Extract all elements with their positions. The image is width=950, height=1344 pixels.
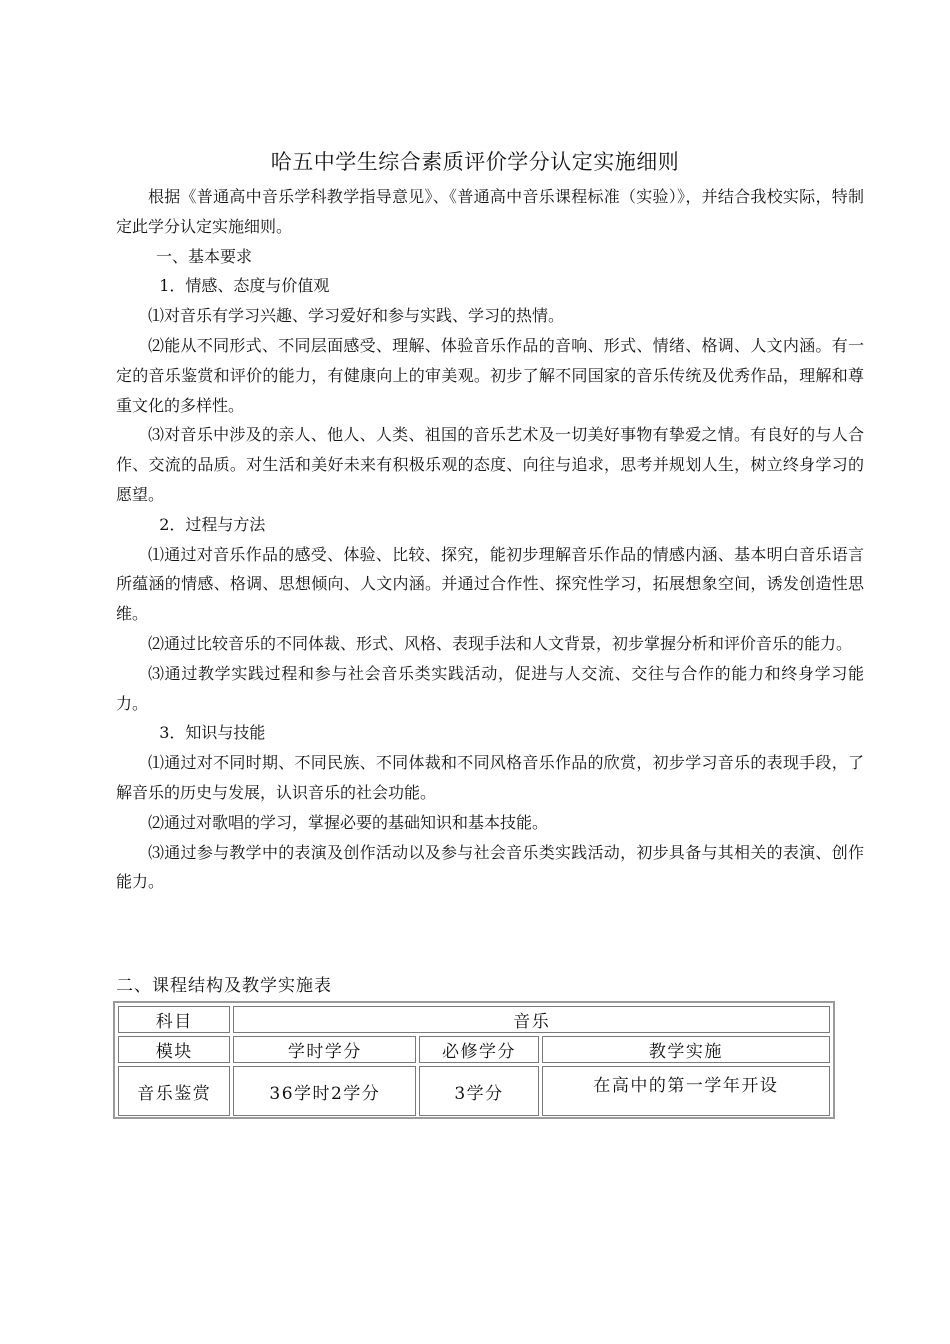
- page-title: 哈五中学生综合素质评价学分认定实施细则: [270, 150, 680, 174]
- subsection-heading-process: 2．过程与方法: [159, 514, 266, 534]
- subsection-heading-emotion: 1．情感、态度与价值观: [159, 276, 330, 296]
- table-header-cell: 学时学分: [233, 1036, 416, 1063]
- table-cell-subject-label: 科目: [118, 1006, 230, 1033]
- table-header-cell: 模块: [118, 1036, 230, 1063]
- table-cell-subject-value: 音乐: [233, 1006, 830, 1033]
- subsection-heading-knowledge: 3．知识与技能: [159, 723, 266, 743]
- table-cell: 音乐鉴赏: [118, 1066, 230, 1116]
- document-body: [116, 182, 864, 897]
- course-table: [113, 1001, 835, 1119]
- section-heading-course-structure: 二、课程结构及教学实施表: [116, 976, 332, 996]
- table-cell: 3学分: [419, 1066, 539, 1116]
- table-header-row: [118, 1036, 830, 1063]
- list-item: ⑶对音乐中涉及的亲人、他人、人类、祖国的音乐艺术及一切美好事物有挚爱之情。有良好的与人合作、交流的品质。对生活和美好未来有积极乐观的态度、向往与追求，思考并规划人生，树立终身学习的愿望。: [116, 425, 864, 504]
- list-item: ⑴通过对音乐作品的感受、体验、比较、探究，能初步理解音乐作品的情感内涵、基本明白音乐语言所蕴涵的情感、格调、思想倾向、人文内涵。并通过合作性、探究性学习，拓展想象空间，诱发创造性思维。: [116, 544, 864, 624]
- list-item: ⑶通过参与教学中的表演及创作活动以及参与社会音乐类实践活动，初步具备与其相关的表演、创作能力。: [116, 842, 864, 892]
- section-heading-basic-requirements: 一、基本要求: [156, 246, 253, 266]
- table-row: [118, 1006, 830, 1033]
- table-header-cell: 教学实施: [542, 1036, 830, 1063]
- list-item: ⑵通过比较音乐的不同体裁、形式、风格、表现手法和人文背景，初步掌握分析和评价音乐的能力。: [148, 633, 853, 653]
- table-header-cell: 必修学分: [419, 1036, 539, 1063]
- intro-paragraph: 根据《普通高中音乐学科教学指导意见》、《普通高中音乐课程标准（实验）》，并结合我校实际，特制定此学分认定实施细则。: [116, 187, 864, 236]
- list-item: ⑴对音乐有学习兴趣、学习爱好和参与实践、学习的热情。: [148, 306, 565, 326]
- table-cell: 在高中的第一学年开设: [542, 1066, 830, 1116]
- list-item: ⑶通过教学实践过程和参与社会音乐类实践活动，促进与人交流、交往与合作的能力和终身学习能力。: [116, 663, 864, 713]
- table-cell: 36学时2学分: [233, 1066, 416, 1116]
- list-item: ⑵通过对歌唱的学习，掌握必要的基础知识和基本技能。: [148, 812, 549, 832]
- list-item: ⑴通过对不同时期、不同民族、不同体裁和不同风格音乐作品的欣赏，初步学习音乐的表现手段，了解音乐的历史与发展，认识音乐的社会功能。: [116, 753, 864, 802]
- list-item: ⑵能从不同形式、不同层面感受、理解、体验音乐作品的音响、形式、情绪、格调、人文内涵。有一定的音乐鉴赏和评价的能力，有健康向上的审美观。初步了解不同国家的音乐传统及优秀作品，理解和尊重文化的多样性。: [116, 335, 864, 415]
- table-row: [118, 1066, 830, 1116]
